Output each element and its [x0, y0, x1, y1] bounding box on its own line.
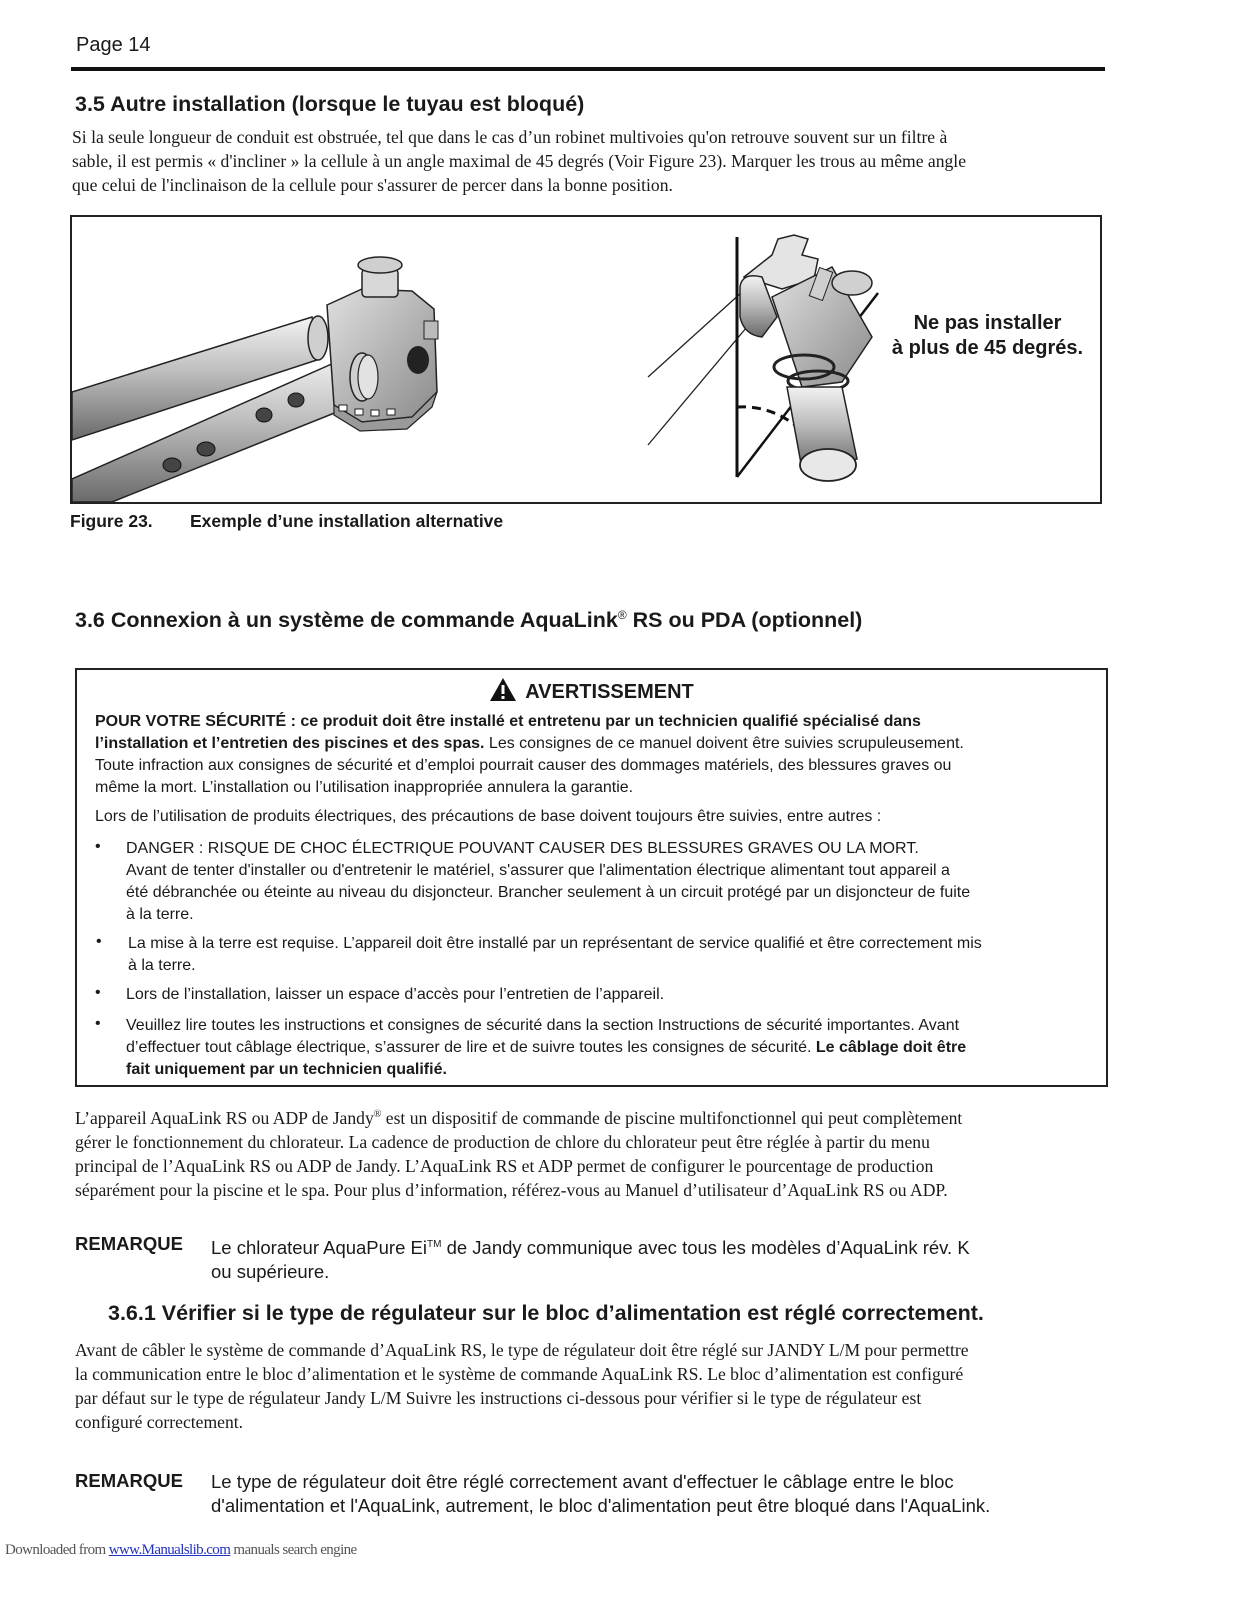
paragraph-line: que celui de l'inclinaison de la cellule pour s'assurer de percer dans la bonne position.	[72, 175, 673, 195]
bold-text: Le câblage doit être	[815, 1039, 967, 1056]
heading-text: RS ou PDA (optionnel)	[626, 608, 863, 633]
bullet-line: La mise à la terre est requise. L’appareil doit être installé par un représentant de service qualifié et être correctement mis	[128, 935, 982, 952]
bullet-marker: •	[96, 933, 102, 950]
remark-line	[211, 1233, 1091, 1260]
heading-text: 3.6 Connexion à un système de commande AquaLink	[75, 608, 618, 633]
section-3-5-heading: 3.5 Autre installation (lorsque le tuyau est bloqué)	[75, 92, 585, 116]
warning-title-text: AVERTISSEMENT	[525, 681, 694, 703]
section-3-6-1-heading: 3.6.1 Vérifier si le type de régulateur sur le bloc d’alimentation est réglé correctement.	[108, 1301, 984, 1325]
bullet-line: à la terre.	[128, 957, 196, 974]
bullet-marker: •	[95, 1015, 101, 1032]
bold-text: POUR VOTRE SÉCURITÉ : ce produit doit être installé et entretenu par un technicien qualifié spécialisé dans	[95, 713, 921, 730]
normal-text: d’effectuer tout câblage électrique, s’assurer de lire et de suivre toutes les consignes de sécurité.	[126, 1039, 816, 1056]
section-3-6-heading	[75, 608, 862, 633]
text: Le chlorateur AquaPure Ei	[211, 1237, 427, 1259]
text: L’appareil AquaLink RS ou ADP de Jandy	[75, 1107, 374, 1128]
multiport-valve-illustration	[72, 257, 438, 502]
page-number: Page 14	[76, 34, 151, 56]
footer-suffix: manuals search engine	[230, 1542, 357, 1558]
text: de Jandy communique avec tous les modèles d’AquaLink rév. K	[441, 1237, 970, 1259]
remark-1-text	[211, 1233, 1091, 1284]
remark-2-label: REMARQUE	[75, 1470, 183, 1491]
bullet-line: DANGER : RISQUE DE CHOC ÉLECTRIQUE POUVANT CAUSER DES BLESSURES GRAVES OU LA MORT.	[126, 840, 919, 857]
warning-bullet-2	[128, 933, 1098, 977]
tilted-cell-illustration	[648, 235, 878, 481]
bullet-line: été débranchée ou éteinte au niveau du disjoncteur. Brancher seulement à un circuit protégé par un disjoncteur de fuite	[126, 884, 971, 901]
warning-bullet-3: Lors de l’installation, laisser un espace d’accès pour l’entretien de l’appareil.	[126, 986, 665, 1003]
warning-bullet-1	[126, 838, 1096, 926]
text: est un dispositif de commande de piscine multifonctionnel qui peut complètement	[381, 1107, 963, 1128]
note-line: à plus de 45 degrés.	[891, 337, 1084, 359]
bullet-line: Avant de tenter d'installer ou d'entretenir le matériel, s'assurer que l'alimentation électrique alimentant tout appareil a	[126, 862, 950, 879]
bullet-line	[126, 1037, 1096, 1059]
paragraph-line: principal de l’AquaLink RS ou ADP de Jandy. L’AquaLink RS et ADP permet de configurer le pourcentage de production	[75, 1155, 934, 1176]
normal-text: Toute infraction aux consignes de sécurité et d’emploi pourrait causer des dommages matériels, des blessures graves ou	[95, 757, 952, 774]
figure-23-caption-text: Exemple d’une installation alternative	[190, 511, 504, 531]
paragraph-line	[75, 1103, 1115, 1130]
warning-precautions: Lors de l’utilisation de produits électriques, des précautions de base doivent toujours être suivies, entre autres :	[95, 808, 882, 825]
normal-text: même la mort. L’installation ou l’utilisation inappropriée annulera la garantie.	[95, 779, 634, 796]
footer-prefix: Downloaded from	[5, 1542, 109, 1558]
paragraph-line: configuré correctement.	[75, 1412, 244, 1432]
header-rule	[71, 67, 1105, 71]
warning-line	[95, 711, 1095, 733]
figure-23-note	[860, 311, 1115, 361]
paragraph-line: par défaut sur le type de régulateur Jandy L/M Suivre les instructions ci-dessous pour vérifier si le type de régulateur est	[75, 1388, 922, 1408]
registered-mark: ®	[373, 1109, 382, 1120]
normal-text: Les consignes de ce manuel doivent être suivies scrupuleusement.	[484, 735, 964, 752]
warning-bullet-4	[126, 1015, 1096, 1081]
remark-2-text	[211, 1470, 1111, 1518]
bullet-line: Veuillez lire toutes les instructions et consignes de sécurité dans la section Instructions de sécurité importantes. Avant	[126, 1017, 960, 1034]
trademark-mark: TM	[426, 1239, 442, 1250]
section-3-5-paragraph	[72, 125, 966, 197]
warning-intro	[95, 711, 1095, 799]
manualslib-link[interactable]: www.Manualslib.com	[108, 1542, 231, 1558]
download-footer	[5, 1542, 357, 1559]
bullet-line	[126, 1059, 1096, 1081]
note-line: Ne pas installer	[913, 312, 1062, 334]
bold-text: fait uniquement par un technicien qualifié.	[126, 1061, 447, 1078]
bullet-marker: •	[95, 984, 101, 1001]
aqualink-paragraph	[75, 1103, 1115, 1202]
remark-1-label: REMARQUE	[75, 1233, 183, 1254]
section-3-6-1-paragraph	[75, 1338, 1115, 1434]
bullet-marker: •	[95, 838, 101, 855]
bullet-line: à la terre.	[126, 906, 194, 923]
warning-line	[95, 755, 1095, 777]
paragraph-line: la communication entre le bloc d’alimentation et le système de commande AquaLink RS. Le bloc d’alimentation est configuré	[75, 1364, 964, 1384]
registered-mark: ®	[617, 608, 627, 622]
paragraph-line: Avant de câbler le système de commande d’AquaLink RS, le type de régulateur doit être réglé sur JANDY L/M pour permettre	[75, 1340, 969, 1360]
warning-title	[75, 677, 1108, 708]
paragraph-line: Si la seule longueur de conduit est obstruée, tel que dans le cas d’un robinet multivoies qu'on retrouve souvent sur un filtre à	[72, 127, 948, 147]
paragraph-line: séparément pour la piscine et le spa. Pour plus d’information, référez-vous au Manuel d’utilisateur d’AquaLink RS ou ADP.	[75, 1179, 948, 1200]
remark-line: ou supérieure.	[211, 1261, 330, 1283]
warning-line	[95, 777, 1095, 799]
warning-triangle-icon	[489, 677, 517, 708]
remark-line: Le type de régulateur doit être réglé correctement avant d'effectuer le câblage entre le bloc	[211, 1471, 954, 1492]
paragraph-line: gérer le fonctionnement du chlorateur. La cadence de production de chlore du chlorateur peut être réglée à partir du menu	[75, 1131, 930, 1152]
remark-line: d'alimentation et l'AquaLink, autrement, le bloc d'alimentation peut être bloqué dans l'AquaLink.	[211, 1495, 991, 1516]
bold-text: l’installation et l’entretien des piscines et des spas.	[95, 735, 485, 752]
warning-line	[95, 733, 1095, 755]
paragraph-line: sable, il est permis « d'incliner » la cellule à un angle maximal de 45 degrés (Voir Figure 23). Marquer les trous au même angle	[72, 151, 966, 171]
figure-23-caption-number: Figure 23.	[70, 511, 153, 531]
